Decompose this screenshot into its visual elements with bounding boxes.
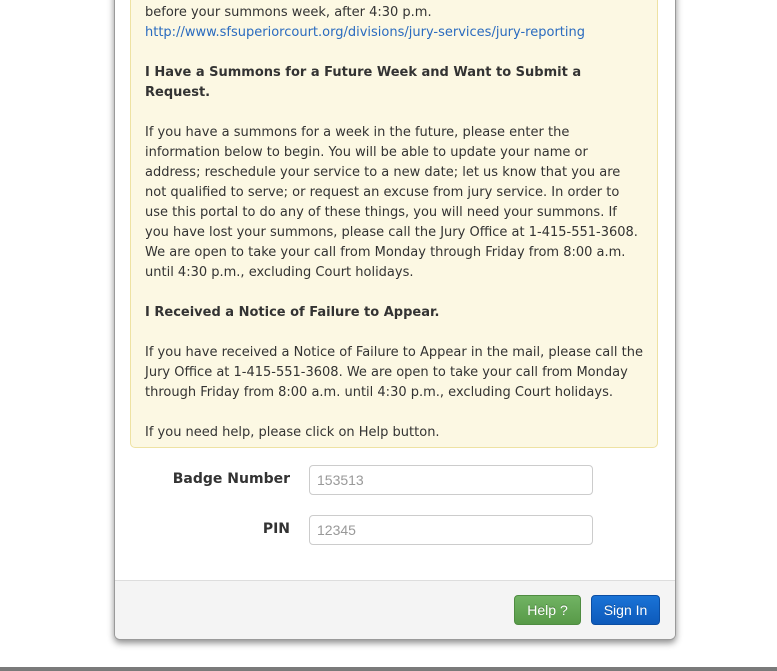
sign-in-dialog xyxy=(114,0,676,640)
badge-number-label: Badge Number xyxy=(172,471,290,487)
badge-number-input[interactable] xyxy=(309,465,593,495)
future-week-heading: I Have a Summons for a Future Week and Want to Submit a Request. xyxy=(145,65,582,100)
window-bottom-edge xyxy=(0,667,777,671)
pin-row xyxy=(115,515,675,545)
pin-label: PIN xyxy=(262,521,290,537)
badge-number-row xyxy=(115,465,675,495)
dialog-footer xyxy=(115,580,675,640)
failure-to-appear-heading: I Received a Notice of Failure to Appear. xyxy=(145,305,440,320)
jury-reporting-link[interactable]: http://www.sfsuperiorcourt.org/divisions/jury-services/jury-reporting xyxy=(145,25,585,40)
future-week-body: If you have a summons for a week in the future, please enter the information below to begin. You will be able to update your name or address; reschedule your service to a new date; let us know that you are not qualified to serve; or request an excuse from jury service. In order to use this portal to do any of these things, you will need your summons. If you have lost your summons, please call the Jury Office at 1-415-551-3608. We are open to take your call from Monday through Friday from 8:00 a.m. until 4:30 p.m., excluding Court holidays. xyxy=(145,125,638,280)
help-button[interactable]: Help ? xyxy=(514,595,581,625)
intro-tail-text: before your summons week, after 4:30 p.m. xyxy=(145,5,432,20)
pin-input[interactable] xyxy=(309,515,593,545)
failure-to-appear-body: If you have received a Notice of Failure to Appear in the mail, please call the Jury Office at 1-415-551-3608. We are open to take your call from Monday through Friday from 8:00 a.m. until 4:30 p.m., excluding Court holidays. xyxy=(145,345,643,400)
help-hint-text: If you need help, please click on Help button. xyxy=(145,425,440,440)
sign-in-button[interactable]: Sign In xyxy=(591,595,660,625)
instructions-notice xyxy=(130,0,658,448)
